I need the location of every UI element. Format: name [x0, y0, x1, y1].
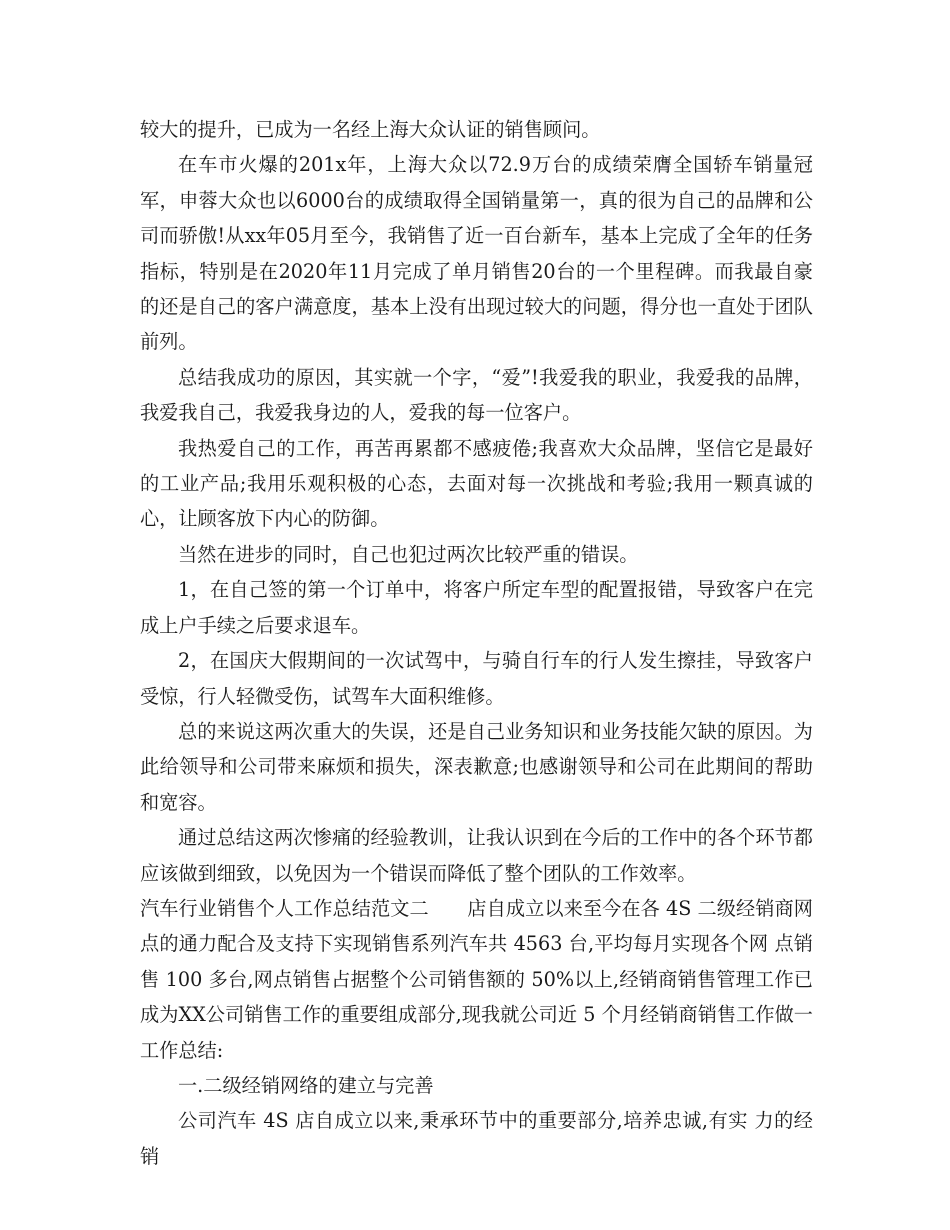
- paragraph-9: 通过总结这两次惨痛的经验教训，让我认识到在今后的工作中的各个环节都应该做到细致，以免因为一个错误而降低了整个团队的工作效率。: [140, 826, 813, 885]
- paragraph-7: 2，在国庆大假期间的一次试驾中，与骑自行车的行人发生擦挂，导致客户受惊，行人轻微受伤，试驾车大面积维修。: [140, 649, 813, 708]
- paragraph-12: 公司汽车 4S 店自成立以来,秉承环节中的重要部分,培养忠诚,有实 力的经销: [140, 1109, 813, 1168]
- paragraph-10-section-heading-text: 汽车行业销售个人工作总结范文二 店自成立以来至今在各 4S 二级经销商网点的通力配合及支持下实现销售系列汽车共 4563 台,平均每月实现各个网 点销售 100 多台,网点销售占据整个公司销售额的 50%以上,经销商销售管理工作已成为XX公司销售工作的重要组成部分,现我就公司近 5 个月经销商销售工作做一工作总结:: [140, 896, 813, 1062]
- paragraph-3: 总结我成功的原因，其实就一个字，“爱”!我爱我的职业，我爱我的品牌，我爱我自己，我爱我身边的人，爱我的每一位客户。: [140, 365, 813, 425]
- paragraph-8: 总的来说这两次重大的失误，还是自己业务知识和业务技能欠缺的原因。为此给领导和公司带来麻烦和损失，深表歉意;也感谢领导和公司在此期间的帮助和宽容。: [140, 719, 813, 814]
- paragraph-1: 较大的提升，已成为一名经上海大众认证的销售顾问。: [140, 118, 601, 141]
- paragraph-2: 在车市火爆的201x年，上海大众以72.9万台的成绩荣膺全国轿车销量冠军，申蓉大众也以6000台的成绩取得全国销量第一，真的很为自己的品牌和公司而骄傲!从xx年05月至今，我销售了近一百台新车，基本上完成了全年的任务指标，特别是在2020年11月完成了单月销售20台的一个里程碑。而我最自豪的还是自己的客户满意度，基本上没有出现过较大的问题，得分也一直处于团队前列。: [140, 153, 813, 354]
- section-heading: 一.二级经销网络的建立与完善: [178, 1073, 434, 1097]
- paragraph-6: 1，在自己签的第一个订单中，将客户所定车型的配置报错，导致客户在完成上户手续之后要求退车。: [140, 578, 813, 637]
- paragraph-5: 当然在进步的同时，自己也犯过两次比较严重的错误。: [178, 542, 639, 566]
- paragraph-4: 我热爱自己的工作，再苦再累都不感疲倦;我喜欢大众品牌，坚信它是最好的工业产品;我用乐观积极的心态，去面对每一次挑战和考验;我用一颗真诚的心，让顾客放下内心的防御。: [140, 436, 813, 531]
